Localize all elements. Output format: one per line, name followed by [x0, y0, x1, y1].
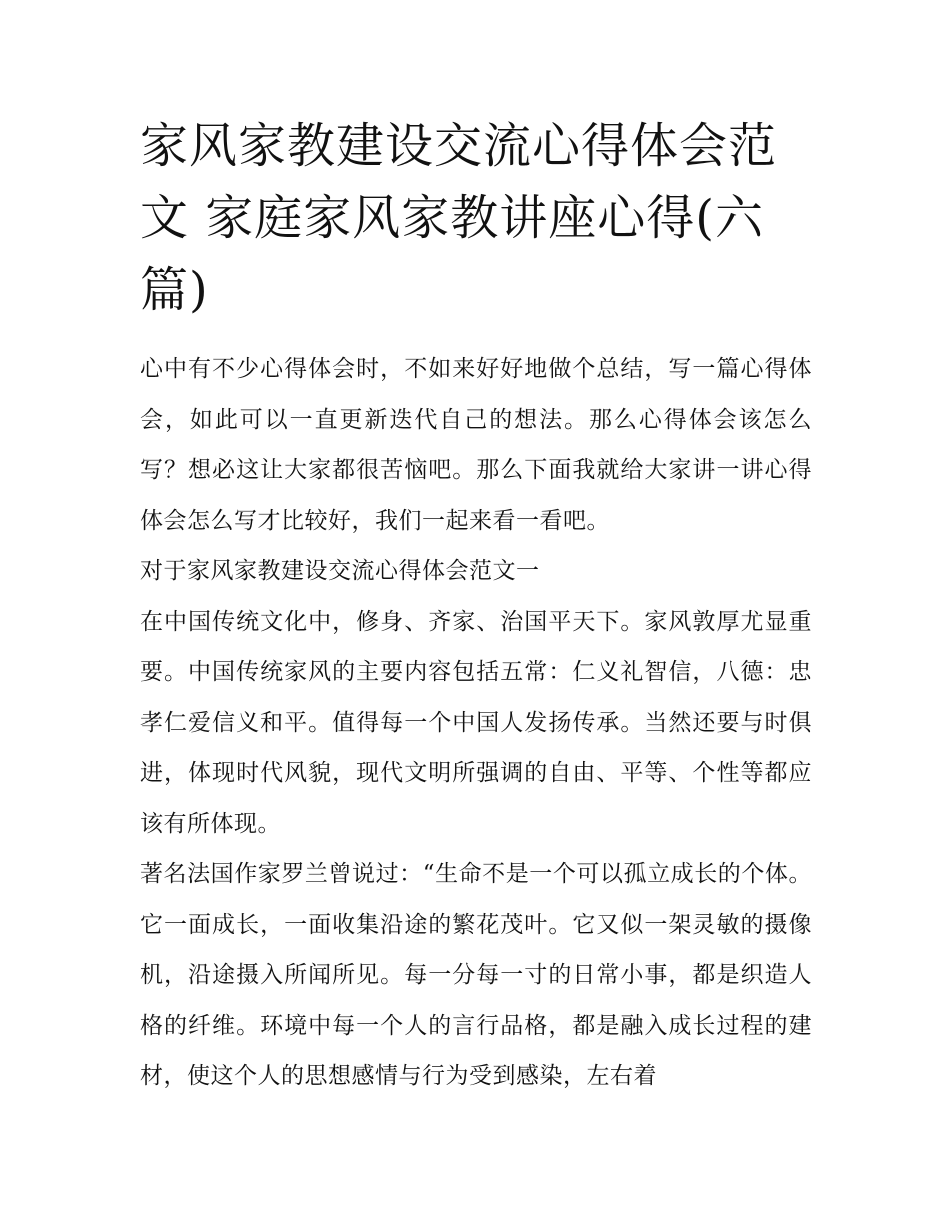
section-heading: 对于家风家教建设交流心得体会范文一 — [140, 558, 540, 584]
document-page — [140, 110, 812, 1102]
body-paragraph-1: 在中国传统文化中，修身、齐家、治国平天下。家风敦厚尤显重要。中国传统家风的主要内容包括五常：仁义礼智信，八德：忠孝仁爱信义和平。值得每一个中国人发扬传承。当然还要与时俱进，体现时代风貌，现代文明所强调的自由、平等、个性等都应该有所体现。 — [140, 608, 812, 837]
intro-paragraph: 心中有不少心得体会时，不如来好好地做个总结，写一篇心得体会，如此可以一直更新迭代自己的想法。那么心得体会该怎么写？想必这让大家都很苦恼吧。那么下面我就给大家讲一讲心得体会怎么写才比较好，我们一起来看一看吧。 — [140, 356, 812, 534]
document-title: 家风家教建设交流心得体会范文 家庭家风家教讲座心得(六篇) — [140, 118, 778, 318]
body-paragraph-2: 著名法国作家罗兰曾说过：“生命不是一个可以孤立成长的个体。它一面成长，一面收集沿途的繁花茂叶。它又似一架灵敏的摄像机，沿途摄入所闻所见。每一分每一寸的日常小事，都是织造人格的纤维。环境中每一个人的言行品格，都是融入成长过程的建材，使这个人的思想感情与行为受到感染，左右着 — [140, 861, 812, 1089]
